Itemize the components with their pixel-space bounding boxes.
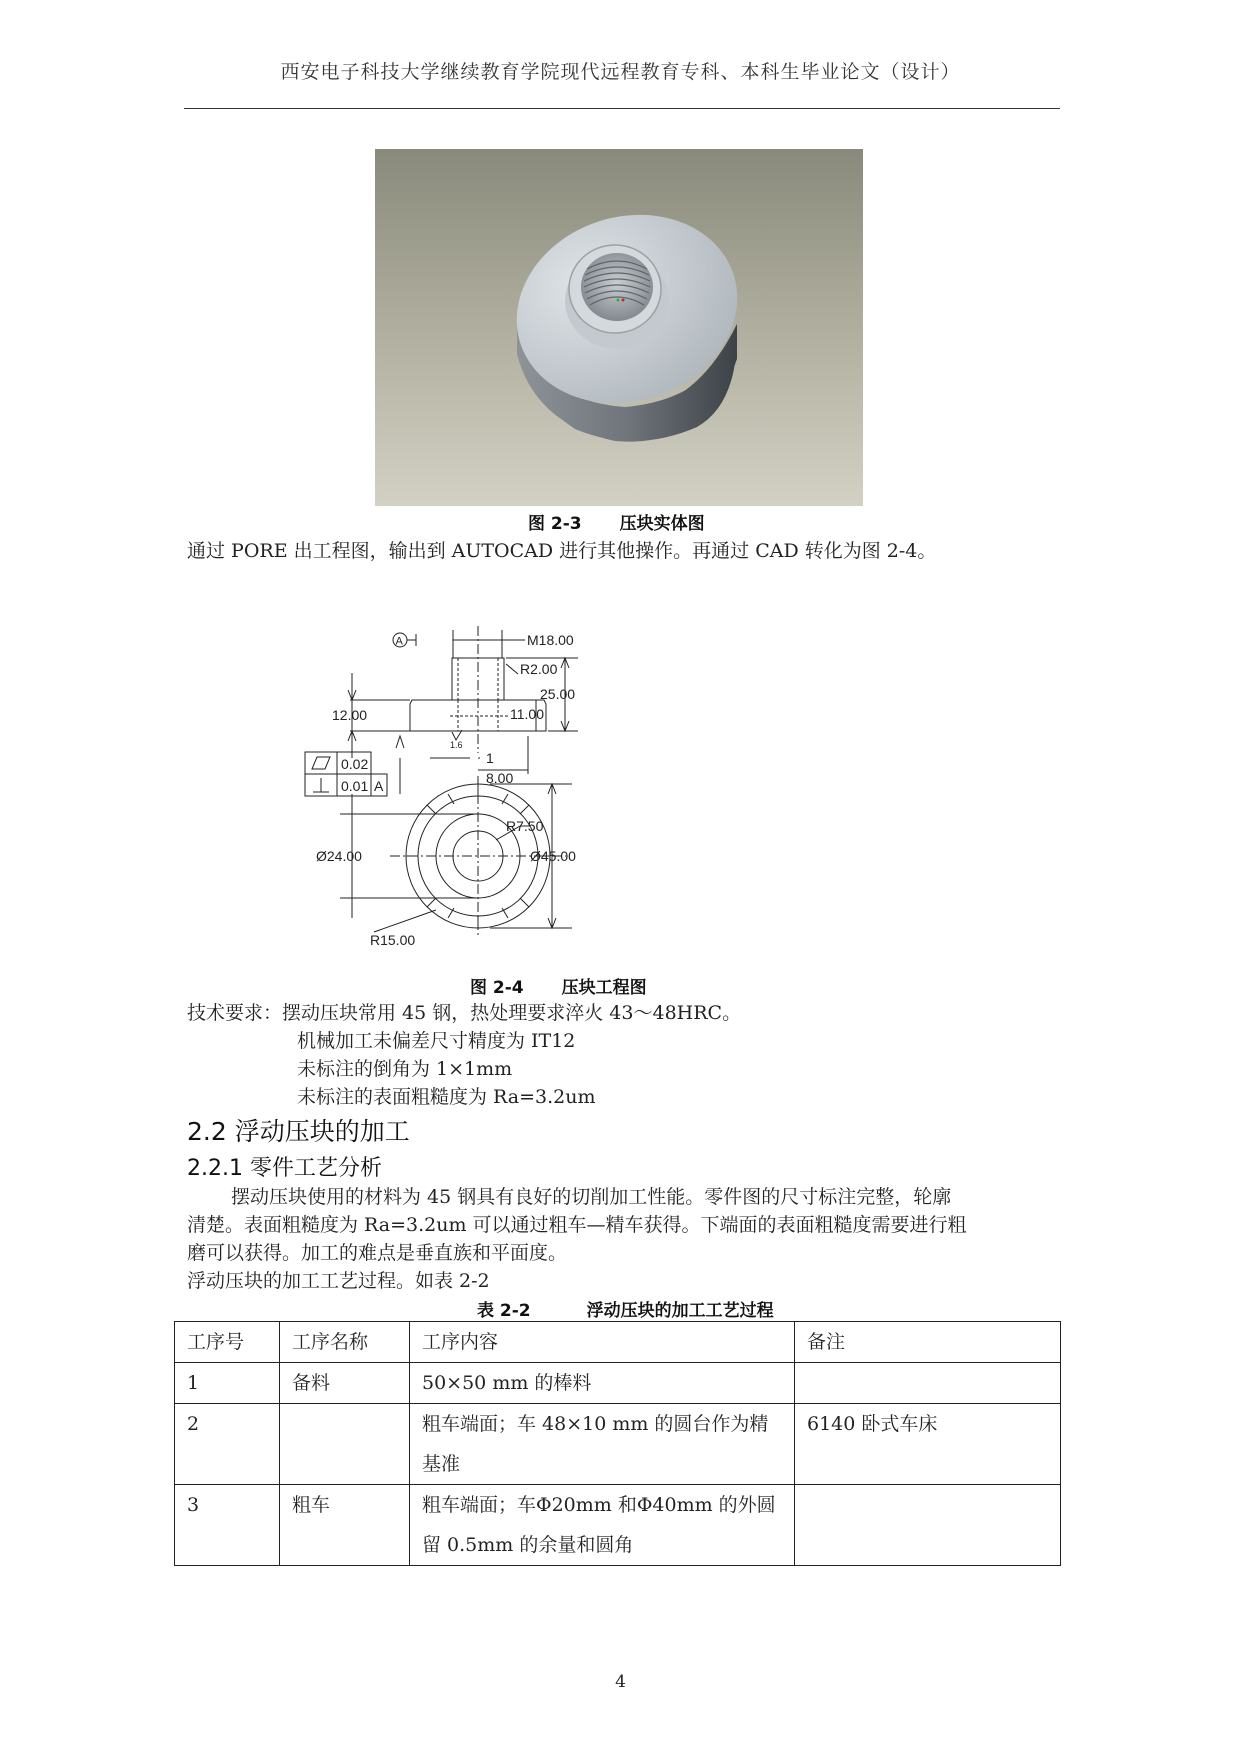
flange-height: 12.00 — [332, 707, 368, 723]
header-rule — [184, 108, 1060, 109]
table-cell: 6140 卧式车床 — [795, 1404, 1061, 1485]
table-cell — [280, 1404, 410, 1485]
table-cell: 1 — [175, 1363, 280, 1404]
table-row — [175, 1404, 1061, 1485]
figure-number: 图 2-4 — [470, 978, 524, 998]
paragraph-line: 磨可以获得。加工的难点是垂直族和平面度。 — [187, 1242, 568, 1264]
tech-requirement-line: 未标注的表面粗糙度为 Ra=3.2um — [297, 1086, 596, 1108]
table-header-cell: 工序号 — [175, 1322, 280, 1363]
tech-requirement-line: 未标注的倒角为 1×1mm — [297, 1058, 513, 1080]
flatness-value: 0.02 — [341, 756, 369, 772]
tech-requirements — [187, 999, 741, 1111]
tech-requirement-line: 机械加工未偏差尺寸精度为 IT12 — [297, 1030, 576, 1052]
subsection-heading: 2.2.1 零件工艺分析 — [187, 1156, 382, 1181]
section-heading: 2.2 浮动压块的加工 — [187, 1117, 410, 1146]
table-cell: 3 — [175, 1485, 280, 1566]
radius-top: R2.00 — [520, 661, 558, 677]
cell-line: 留 0.5mm 的余量和圆角 — [422, 1534, 634, 1556]
press-block-3d-render — [375, 149, 863, 506]
figure-title: 压块工程图 — [561, 978, 647, 998]
process-table — [174, 1321, 1061, 1566]
paragraph-line: 清楚。表面粗糙度为 Ra=3.2um 可以通过粗车—精车获得。下端面的表面粗糙度需要进行粗 — [187, 1214, 967, 1236]
table-header-cell: 工序内容 — [410, 1322, 795, 1363]
paragraph — [187, 1183, 967, 1295]
figure-title: 压块实体图 — [619, 514, 705, 534]
datum-label: A — [395, 635, 403, 648]
inner-height: 11.00 — [510, 706, 544, 722]
cell-line: 粗车端面；车Φ20mm 和Φ40mm 的外圆 — [422, 1494, 776, 1516]
table-cell: 50×50 mm 的棒料 — [410, 1363, 795, 1404]
table-header-cell: 工序名称 — [280, 1322, 410, 1363]
table-caption — [477, 1296, 774, 1321]
tech-requirements-label: 技术要求： — [187, 1002, 283, 1024]
figure-2-3-caption — [528, 509, 705, 534]
offset-dim: 8.00 — [486, 770, 514, 786]
cell-line: 粗车端面；车 48×10 mm 的圆台作为精 — [422, 1413, 769, 1435]
total-height: 25.00 — [540, 686, 576, 702]
figure-2-4-caption — [470, 973, 647, 998]
table-cell — [410, 1404, 795, 1485]
table-cell — [795, 1485, 1061, 1566]
chamfer-dim: 1 — [486, 750, 494, 766]
table-number: 表 2-2 — [477, 1301, 531, 1321]
diameter-outer: Ø45.00 — [530, 848, 576, 864]
perpendicularity-datum: A — [374, 778, 384, 794]
page-header: 西安电子科技大学继续教育学院现代远程教育专科、本科生毕业论文（设计） — [280, 61, 961, 83]
figure-number: 图 2-3 — [528, 514, 582, 534]
table-title: 浮动压块的加工工艺过程 — [586, 1301, 774, 1321]
diameter-inner: Ø24.00 — [316, 848, 362, 864]
table-header-row — [175, 1322, 1061, 1363]
table-header-cell: 备注 — [795, 1322, 1061, 1363]
table-cell — [410, 1485, 795, 1566]
thread-dim: M18.00 — [527, 632, 574, 648]
perpendicularity-value: 0.01 — [341, 778, 369, 794]
page-number: 4 — [615, 1672, 626, 1692]
table-row — [175, 1485, 1061, 1566]
table-cell — [795, 1363, 1061, 1404]
radius-outer: R15.00 — [370, 932, 416, 948]
table-cell: 粗车 — [280, 1485, 410, 1566]
paragraph-line: 浮动压块的加工工艺过程。如表 2-2 — [187, 1270, 490, 1292]
table-cell: 备料 — [280, 1363, 410, 1404]
paragraph: 通过 PORE 出工程图，输出到 AUTOCAD 进行其他操作。再通过 CAD 转化为图 2-4。 — [187, 540, 937, 562]
tech-requirement-line: 摆动压块常用 45 钢，热处理要求淬火 43～48HRC。 — [282, 1002, 742, 1024]
roughness-value: 1.6 — [450, 740, 463, 750]
cell-line: 基准 — [422, 1453, 461, 1475]
paragraph-line: 摆动压块使用的材料为 45 钢具有良好的切削加工性能。零件图的尺寸标注完整，轮廓 — [231, 1186, 952, 1208]
engineering-drawing — [316, 618, 660, 948]
table-row — [175, 1363, 1061, 1404]
table-cell: 2 — [175, 1404, 280, 1485]
radius-inner: R7.50 — [506, 818, 544, 834]
